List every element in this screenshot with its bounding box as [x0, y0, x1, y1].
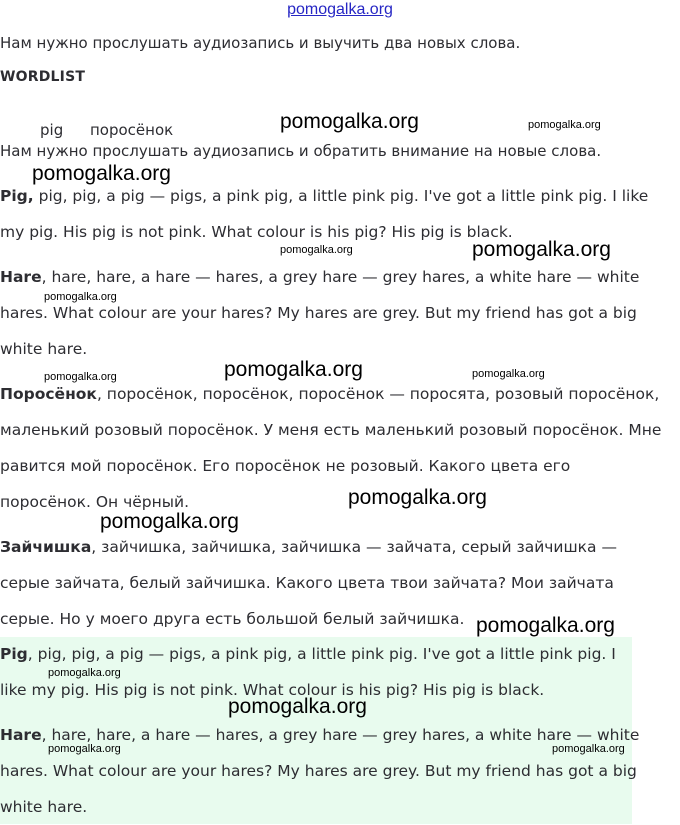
entry-word: Hare	[0, 726, 42, 744]
watermark: pomogalka.org	[280, 244, 353, 256]
watermark: pomogalka.org	[44, 291, 117, 303]
watermark: pomogalka.org	[44, 371, 117, 383]
entry-text: , hare, hare, a hare — hares, a grey hare — grey hares, a white hare — white hares. What colour are your hares? My hares are grey. But my friend has got a big white hare.	[0, 726, 640, 816]
watermark: pomogalka.org	[48, 667, 121, 679]
entry-text: , hare, hare, a hare — hares, a grey hare — grey hares, a white hare — white hares. What colour are your hares? My hares are grey. But my friend has got a big white hare.	[0, 268, 640, 358]
watermark: pomogalka.org	[32, 162, 171, 185]
entry-text: , pig, pig, a pig — pigs, a pink pig, a little pink pig. I've got a little pink pig. I like my pig. His pig is not pink. What colour is his pig? His pig is black.	[0, 645, 616, 699]
entry-porosenok	[0, 376, 664, 520]
entry-word: Pig,	[0, 187, 34, 205]
watermark: pomogalka.org	[224, 358, 363, 381]
watermark: pomogalka.org	[472, 368, 545, 380]
instruction-text: Нам нужно прослушать аудиозапись и обратить внимание на новые слова.	[0, 142, 602, 160]
entry-text: , поросёнок, поросёнок, поросёнок — поросята, розовый поросёнок, маленький розовый поросёнок. У меня есть маленький розовый поросёнок. Мне равится мой поросёнок. Его поросёнок не розовый. Какого цвета его поросёнок. Он чёрный.	[0, 385, 662, 511]
entry-word: Зайчишка	[0, 538, 92, 556]
entry-word: Hare	[0, 268, 42, 286]
watermark: pomogalka.org	[100, 510, 239, 533]
watermark: pomogalka.org	[528, 119, 601, 131]
entry-hare-1	[0, 259, 664, 367]
cutoff-line: pig поросёнок	[40, 121, 174, 139]
entry-text: pig, pig, a pig — pigs, a pink pig, a little pink pig. I've got a little pink pig. I like my pig. His pig is not pink. What colour is his pig? His pig is black.	[0, 187, 649, 241]
watermark: pomogalka.org	[228, 695, 367, 718]
entry-text: , зайчишка, зайчишка, зайчишка — зайчата, серый зайчишка — серые зайчата, белый зайчишка. Какого цвета твои зайчата? Мои зайчата серые. Но у моего друга есть большой белый зайчишка.	[0, 538, 617, 628]
entry-word: Поросёнок	[0, 385, 97, 403]
watermark: pomogalka.org	[552, 743, 625, 755]
intro-text: Нам нужно прослушать аудиозапись и выучить два новых слова.	[0, 34, 521, 52]
entry-word: Pig	[0, 645, 28, 663]
watermark: pomogalka.org	[280, 110, 419, 133]
entry-hare-2	[0, 717, 640, 825]
watermark: pomogalka.org	[472, 238, 611, 261]
watermark: pomogalka.org	[476, 614, 615, 637]
wordlist-heading: WORDLIST	[0, 69, 86, 85]
watermark: pomogalka.org	[48, 743, 121, 755]
watermark-top-link[interactable]: pomogalka.org	[287, 1, 393, 18]
watermark: pomogalka.org	[348, 486, 487, 509]
